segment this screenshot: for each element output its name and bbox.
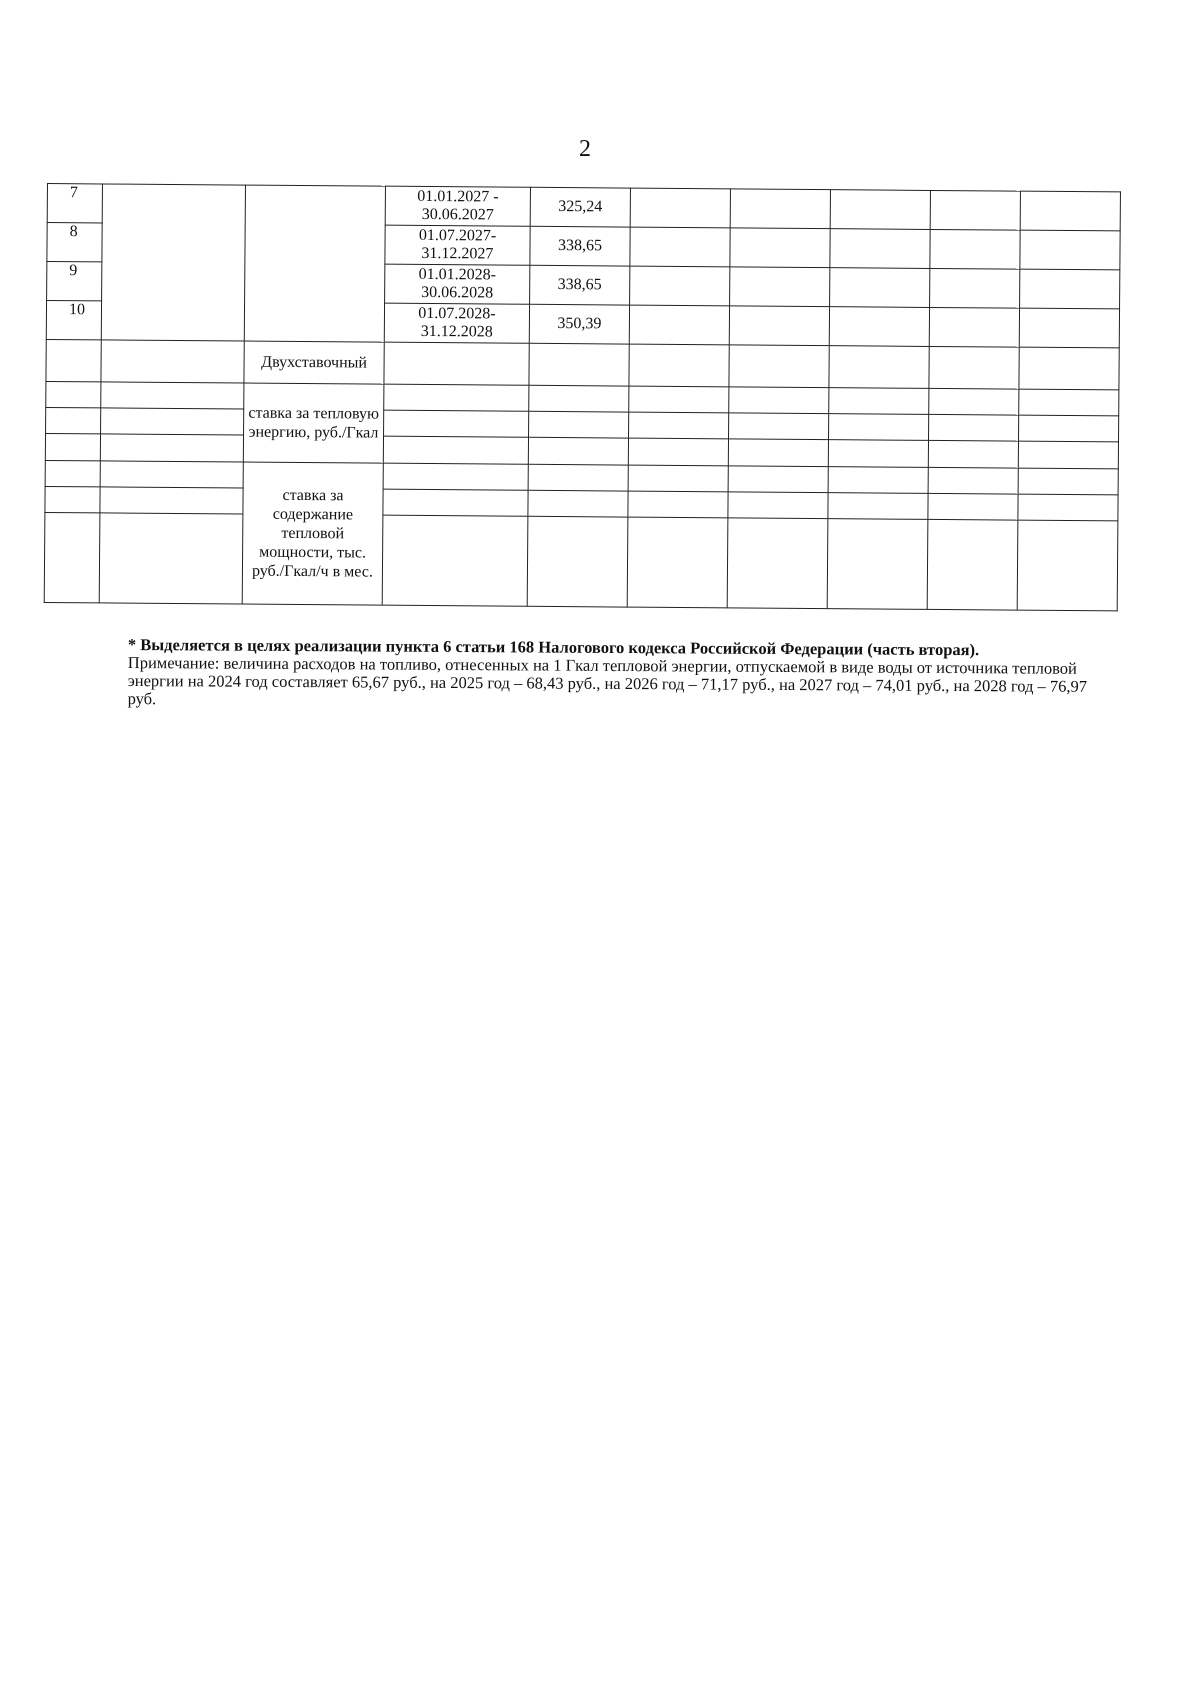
empty-cell [630,227,730,267]
empty-cell [728,466,828,493]
empty-cell [1020,191,1120,231]
tariff-value: 350,39 [529,304,629,344]
table-row [47,184,1120,231]
empty-cell [383,463,528,490]
empty-cell [1020,269,1120,309]
empty-cell [1018,468,1118,495]
empty-cell [830,190,930,230]
empty-cell [929,346,1019,389]
empty-cell [101,184,245,341]
empty-cell [630,188,730,228]
heat-energy-rate-label: ставка за тепловую энергию, руб./Гкал [243,383,384,463]
empty-cell [100,487,243,514]
empty-cell [1019,389,1119,416]
empty-cell [729,387,829,414]
empty-cell [930,268,1020,308]
empty-cell [528,437,628,465]
tariff-value: 338,65 [530,226,630,266]
empty-cell [45,486,100,512]
empty-cell [528,490,628,517]
empty-cell [928,440,1018,468]
empty-cell [1018,441,1118,469]
empty-cell [1019,308,1119,348]
vat-footnote: * Выделяется в целях реализации пункта 6 статьи 168 Налогового кодекса Российской Федерации (часть вторая). [127,635,980,660]
empty-cell [629,344,729,387]
empty-cell [828,493,928,520]
empty-cell [629,386,729,413]
empty-cell [629,412,729,439]
period-cell: 01.07.2028- 31.12.2028 [384,303,529,343]
empty-cell [829,414,929,441]
empty-cell [929,414,1019,441]
tariff-value: 338,65 [530,265,630,305]
empty-cell [1019,415,1119,442]
row-index: 7 [47,184,102,223]
empty-cell [729,345,829,388]
empty-cell [382,515,528,606]
empty-cell [44,512,100,602]
fuel-cost-note: Примечание: величина расходов на топливо, отнесенных на 1 Гкал тепловой энергии, отпускаемой в виде воды от источника тепловой энергии на 2024 год составляет 65,67 руб., на 2025 год – 68,43 руб., на 2026 год – 71,17 руб., на 2027 год – 74,01 руб., на 2028 год – 76,97 руб. [127,652,1088,709]
empty-cell [729,306,829,346]
two-part-tariff-label: Двухставочный [244,341,384,384]
empty-cell [384,384,529,411]
empty-cell [383,436,528,464]
empty-cell [101,408,244,435]
empty-cell [1019,347,1119,390]
empty-cell [100,434,243,462]
empty-cell [628,465,728,492]
empty-cell [827,519,928,610]
empty-cell [928,467,1018,494]
empty-cell [45,460,100,486]
empty-cell [728,439,828,467]
empty-cell [529,385,629,412]
empty-cell [927,519,1018,610]
empty-cell [627,517,728,608]
empty-cell [730,267,830,307]
empty-cell [1020,230,1120,270]
empty-cell [1017,520,1118,611]
empty-cell [828,467,928,494]
empty-cell [529,411,629,438]
empty-cell [1018,494,1118,521]
empty-cell [830,268,930,308]
empty-cell [101,340,244,383]
empty-cell [45,433,100,460]
empty-cell [930,229,1020,269]
empty-cell [628,438,728,466]
empty-cell [829,346,929,389]
page-number: 2 [579,136,591,162]
empty-cell [729,413,829,440]
tariff-table [44,183,1121,611]
empty-cell [529,343,629,386]
empty-cell [628,491,728,518]
row-index: 8 [47,223,102,262]
capacity-rate-label: ставка за содержание тепловой мощности, тыс. руб./Гкал/ч в мес. [242,462,383,605]
period-cell: 01.01.2027 - 30.06.2027 [385,186,530,226]
empty-cell [46,339,101,381]
tariff-value: 325,24 [530,187,630,227]
empty-cell [100,461,243,488]
empty-cell [99,513,243,604]
period-cell: 01.07.2027- 31.12.2027 [385,225,530,265]
empty-cell [384,410,529,437]
empty-cell [829,307,929,347]
empty-cell [46,381,101,407]
period-cell: 01.01.2028- 30.06.2028 [385,264,530,304]
empty-cell [728,492,828,519]
empty-cell [384,342,529,385]
empty-cell [46,407,101,433]
empty-cell [929,307,1019,347]
empty-cell [527,516,628,607]
empty-cell [528,464,628,491]
row-index: 10 [46,301,101,340]
empty-cell [928,493,1018,520]
empty-cell [930,190,1020,230]
empty-cell [929,388,1019,415]
empty-cell [730,189,830,229]
empty-cell [629,305,729,345]
empty-cell [727,518,828,609]
empty-cell [244,185,385,342]
row-index: 9 [47,262,102,301]
empty-cell [830,229,930,269]
empty-cell [829,388,929,415]
empty-cell [730,228,830,268]
table-row [44,512,1118,610]
empty-cell [828,440,928,468]
empty-cell [630,266,730,306]
empty-cell [383,489,528,516]
empty-cell [101,382,244,409]
footnotes [128,636,1088,714]
